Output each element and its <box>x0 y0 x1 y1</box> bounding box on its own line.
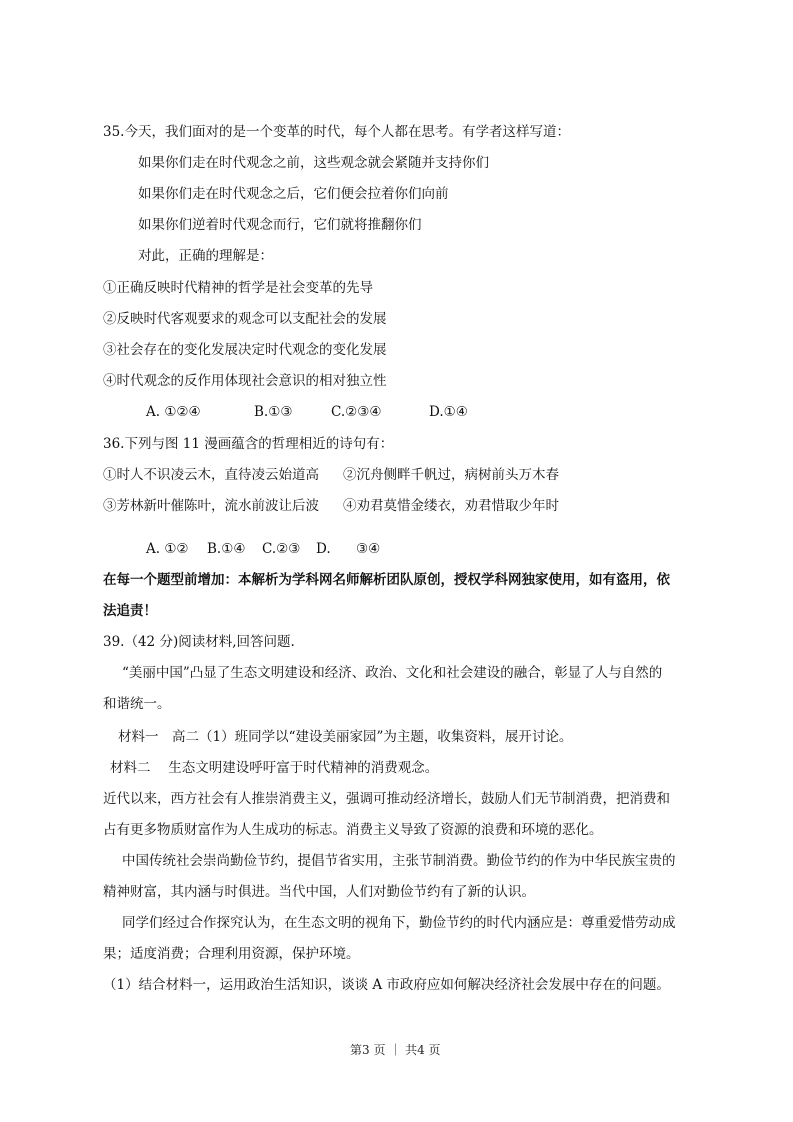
q35-item-4: ④时代观念的反作用体现社会意识的相对独立性 <box>103 373 387 389</box>
q36-poem-2: ②沉舟侧畔千帆过，病树前头万木春 <box>343 467 559 483</box>
q35-quote-line-3: 如果你们逆着时代观念而行，它们就将推翻你们 <box>138 217 422 233</box>
q36-option-c: C.②③ <box>262 541 301 557</box>
q35-stem: 35.今天，我们面对的是一个变革的时代，每个人都在思考。有学者这样写道： <box>103 124 570 140</box>
q35-option-b: B.①③ <box>254 404 293 420</box>
q39-material-1: 材料一 高二（1）班同学以“建设美丽家园”为主题，收集资料，展开讨论。 <box>118 729 573 745</box>
copyright-notice-line-2: 法追责！ <box>103 603 157 619</box>
page-number-footer: 第3 页 ｜ 共4 页 <box>350 1043 441 1057</box>
q35-option-c: C.②③④ <box>331 404 382 420</box>
q35-ask: 对此，正确的理解是： <box>138 248 273 264</box>
q35-options <box>146 402 468 422</box>
q39-subquestion-1: （1）结合材料一，运用政治生活知识，谈谈 A 市政府应如何解决经济社会发展中存在的问题。 <box>103 977 670 993</box>
q39-paragraph-1-line-1: 近代以来，西方社会有人推崇消费主义，强调可推动经济增长，鼓励人们无节制消费，把消费和 <box>103 791 670 807</box>
q36-options <box>146 539 380 559</box>
q35-option-a: A. ①②④ <box>146 404 201 420</box>
q39-stem: 39.（42 分)阅读材料,回答问题. <box>103 634 295 650</box>
q36-poem-4: ④劝君莫惜金缕衣，劝君惜取少年时 <box>343 498 559 514</box>
q36-poem-3: ③芳林新叶催陈叶，流水前波让后波 <box>103 498 319 514</box>
q35-quote-line-1: 如果你们走在时代观念之前，这些观念就会紧随并支持你们 <box>138 155 489 171</box>
q35-item-1: ①正确反映时代精神的哲学是社会变革的先导 <box>103 280 373 296</box>
q39-paragraph-1-line-2: 占有更多物质财富作为人生成功的标志。消费主义导致了资源的浪费和环境的恶化。 <box>103 822 603 838</box>
q36-poem-1: ①时人不识凌云木，直待凌云始道高 <box>103 467 319 483</box>
q35-quote-line-2: 如果你们走在时代观念之后，它们便会拉着你们向前 <box>138 186 449 202</box>
q36-option-b: B.①④ <box>207 541 246 557</box>
q39-paragraph-2-line-2: 精神财富，其内涵与时俱进。当代中国，人们对勤俭节约有了新的认识。 <box>103 884 535 900</box>
q36-stem: 36.下列与图 11 漫画蕴含的哲理相近的诗句有： <box>103 436 394 452</box>
q35-item-2: ②反映时代客观要求的观念可以支配社会的发展 <box>103 311 387 327</box>
q36-option-d: D. <box>316 541 331 557</box>
q39-paragraph-3-line-1: 同学们经过合作探究认为，在生态文明的视角下，勤俭节约的时代内涵应是：尊重爱惜劳动成 <box>122 915 676 931</box>
q35-option-d: D.①④ <box>429 404 468 420</box>
q39-intro-line-1: “美丽中国”凸显了生态文明建设和经济、政治、文化和社会建设的融合，彰显了人与自然的 <box>122 665 663 681</box>
q35-item-3: ③社会存在的变化发展决定时代观念的变化发展 <box>103 342 387 358</box>
q39-paragraph-2-line-1: 中国传统社会崇尚勤俭节约，提倡节省实用，主张节制消费。勤俭节约的作为中华民族宝贵的 <box>122 853 676 869</box>
q36-option-a: A. ①② <box>146 541 189 557</box>
q39-material-2: 材料二 生态文明建设呼吁富于时代精神的消费观念。 <box>110 760 439 776</box>
q39-intro-line-2: 和谐统一。 <box>103 696 171 712</box>
q39-paragraph-3-line-2: 果；适度消费；合理利用资源，保护环境。 <box>103 946 360 962</box>
copyright-notice-line-1: 在每一个题型前增加：本解析为学科网名师解析团队原创，授权学科网独家使用，如有盗用，依 <box>103 572 670 588</box>
q36-option-d-value: ③④ <box>356 541 381 557</box>
